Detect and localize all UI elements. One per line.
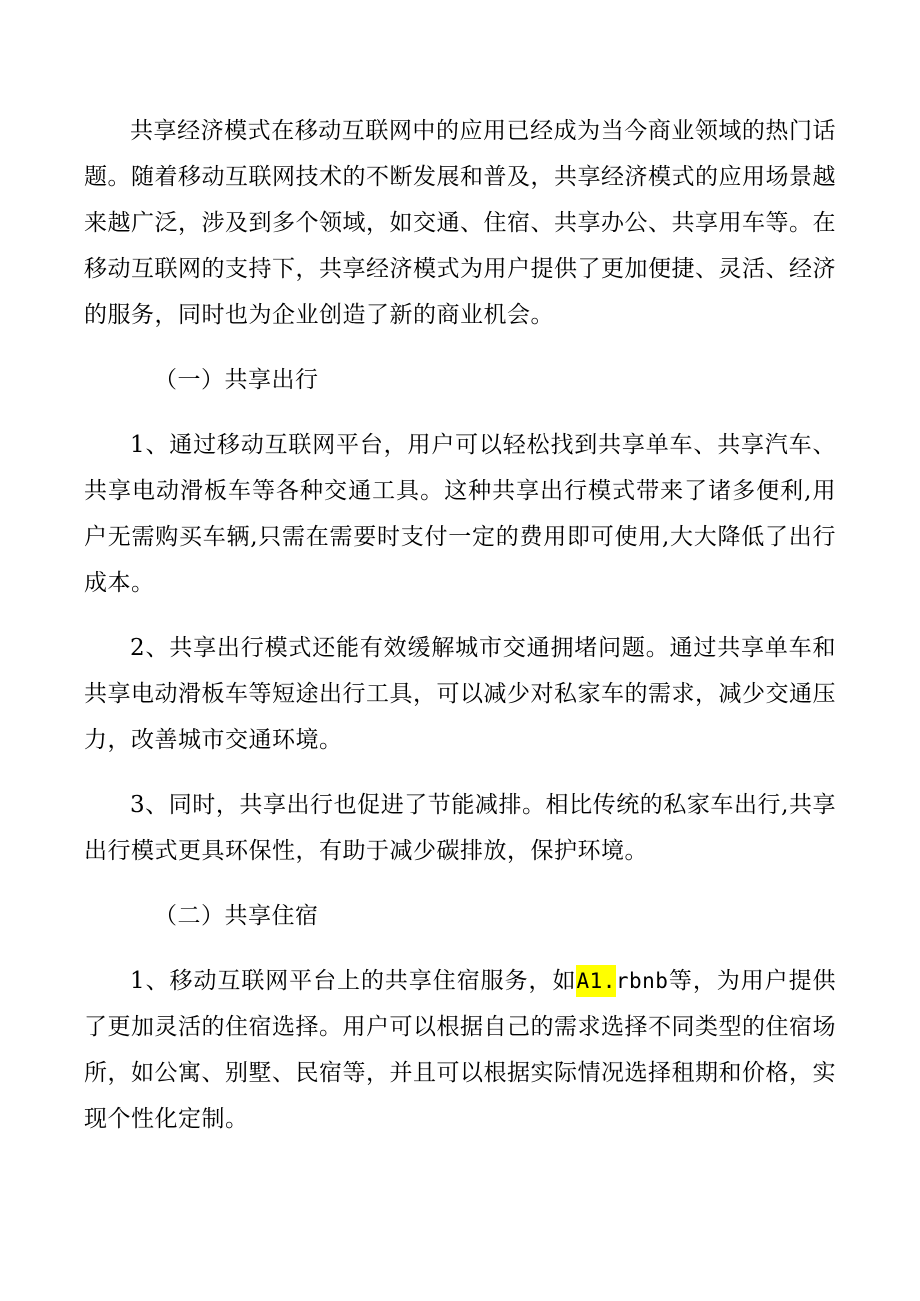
shared-lodging-point-1 [84, 958, 836, 1142]
section-heading-shared-travel: （一）共享出行 [154, 367, 319, 393]
intro-paragraph: 共享经济模式在移动互联网中的应用已经成为当今商业领域的热门话题。随着移动互联网技术的不断发展和普及，共享经济模式的应用场景越来越广泛，涉及到多个领域，如交通、住宿、共享办公、共享用车等。在移动互联网的支持下，共享经济模式为用户提供了更加便捷、灵活、经济的服务，同时也为企业创造了新的商业机会。 [84, 118, 836, 328]
shared-travel-point-3: 3、同时，共享出行也促进了节能减排。相比传统的私家车出行,共享出行模式更具环保性，有助于减少碳排放，保护环境。 [84, 792, 836, 864]
highlighted-text: A1. [576, 965, 615, 997]
lodging-text-after: 等，为用户提供了更加灵活的住宿选择。用户可以根据自己的需求选择不同类型的住宿场所，如公寓、别墅、民宿等，并且可以根据实际情况选择租期和价格，实现个性化定制。 [84, 968, 837, 1132]
lodging-text-before: 1、移动互联网平台上的共享住宿服务，如 [130, 968, 577, 994]
section-heading-shared-lodging: （二）共享住宿 [154, 903, 319, 929]
shared-travel-point-2: 2、共享出行模式还能有效缓解城市交通拥堵问题。通过共享单车和共享电动滑板车等短途出行工具，可以减少对私家车的需求，减少交通压力，改善城市交通环境。 [84, 635, 836, 753]
brand-name-text: rbnb [615, 969, 669, 993]
document-body [84, 108, 836, 1161]
shared-travel-point-1: 1、通过移动互联网平台，用户可以轻松找到共享单车、共享汽车、共享电动滑板车等各种交通工具。这种共享出行模式带来了诸多便利,用户无需购买车辆,只需在需要时支付一定的费用即可使用,大大降低了出行成本。 [84, 432, 836, 596]
